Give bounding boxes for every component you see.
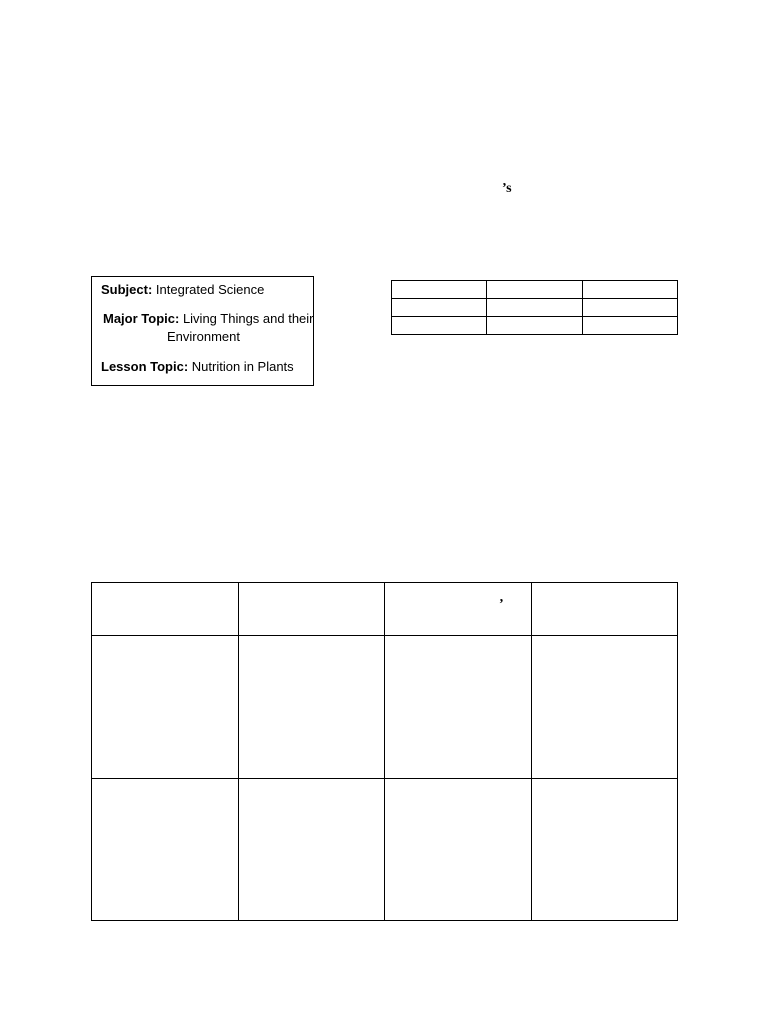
- lesson-topic-label: Lesson Topic:: [101, 359, 189, 374]
- table-cell: [385, 636, 532, 779]
- table-header-cell: [385, 583, 532, 636]
- table-header-cell: [531, 583, 678, 636]
- table-cell: [487, 299, 582, 317]
- table-cell: [531, 636, 678, 779]
- table-cell: [392, 317, 487, 335]
- table-row: [392, 299, 678, 317]
- header-apostrophe: ’: [499, 597, 504, 612]
- table-cell: [582, 299, 677, 317]
- major-topic-value: Living Things and their: [182, 311, 314, 326]
- table-cell: [238, 636, 385, 779]
- table-cell: [582, 317, 677, 335]
- table-cell: [582, 281, 677, 299]
- table-row: [392, 317, 678, 335]
- table-row: [392, 281, 678, 299]
- small-blank-table: [391, 280, 678, 335]
- table-cell: [487, 317, 582, 335]
- major-topic-line: [103, 311, 314, 327]
- subject-value: Integrated Science: [155, 282, 265, 297]
- major-topic-label: Major Topic:: [103, 311, 180, 326]
- table-cell: [392, 299, 487, 317]
- lesson-info-box: [91, 276, 314, 386]
- table-header-cell: [92, 583, 239, 636]
- table-header-row: [92, 583, 678, 636]
- table-cell: [92, 779, 239, 921]
- lesson-topic-value: Nutrition in Plants: [191, 359, 294, 374]
- major-topic-value-continued: Environment: [167, 329, 240, 344]
- title-possessive-fragment: ’s: [502, 181, 512, 196]
- subject-label: Subject:: [101, 282, 153, 297]
- table-cell: [487, 281, 582, 299]
- table-cell: [392, 281, 487, 299]
- table-cell: [385, 779, 532, 921]
- table-cell: [238, 779, 385, 921]
- table-row: [92, 636, 678, 779]
- table-row: [92, 779, 678, 921]
- table-cell: [92, 636, 239, 779]
- table-cell: [531, 779, 678, 921]
- subject-line: [101, 282, 264, 298]
- lesson-plan-table: [91, 582, 678, 921]
- table-header-cell: [238, 583, 385, 636]
- lesson-topic-line: [101, 359, 294, 375]
